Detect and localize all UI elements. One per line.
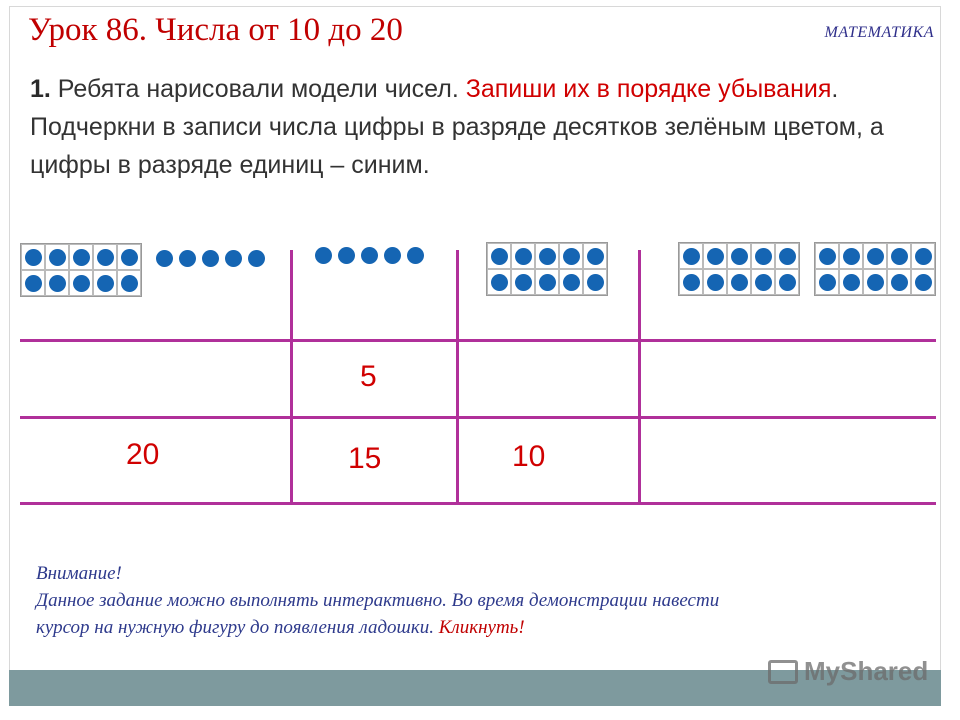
lesson-title: Урок 86. Числа от 10 до 20 (28, 12, 403, 48)
counter-dot (156, 250, 173, 267)
frame-cell (45, 244, 69, 270)
frame-cell (863, 269, 887, 295)
task-number: 1. (30, 75, 51, 103)
watermark (768, 656, 928, 687)
watermark-text: MyShared (804, 656, 929, 686)
counter-dot (843, 274, 860, 291)
note-line-1: Данное задание можно выполнять интерактивно. Во время демонстрации навести (36, 590, 720, 611)
frame-cell (703, 269, 727, 295)
counter-dot (97, 249, 114, 266)
counter-dot (779, 274, 796, 291)
frame-cell (679, 243, 703, 269)
ten-frame (678, 242, 800, 296)
frame-cell (887, 269, 911, 295)
counter-dot (49, 249, 66, 266)
counter-dot (384, 247, 401, 264)
counter-dot (707, 274, 724, 291)
counter-dot (491, 248, 508, 265)
counter-dot (563, 274, 580, 291)
counter-dot (179, 250, 196, 267)
counter-dot (819, 248, 836, 265)
counter-dot (731, 248, 748, 265)
frame-cell (727, 243, 751, 269)
frame-cell (583, 269, 607, 295)
counter-dot (755, 274, 772, 291)
frame-cell (679, 269, 703, 295)
frame-cell (487, 269, 511, 295)
counter-dot (683, 274, 700, 291)
counter-dot (515, 274, 532, 291)
frame-cell (559, 243, 583, 269)
frame-cell (815, 269, 839, 295)
frame-cell (703, 243, 727, 269)
grid-line-v2 (456, 250, 459, 504)
frame-cell (887, 243, 911, 269)
grid-line-middle (20, 416, 936, 419)
frame-cell (815, 243, 839, 269)
frame-cell (839, 269, 863, 295)
counter-dot (915, 248, 932, 265)
counter-dot (707, 248, 724, 265)
answer-15[interactable]: 15 (348, 442, 382, 475)
frame-cell (911, 243, 935, 269)
counter-dot (587, 248, 604, 265)
task-text-part1: Ребята нарисовали модели чисел. (50, 75, 466, 103)
frame-cell (863, 243, 887, 269)
counter-dot (49, 275, 66, 292)
frame-cell (117, 270, 141, 296)
frame-cell (727, 269, 751, 295)
task-text (30, 70, 930, 184)
counter-dot (515, 248, 532, 265)
note-line-2-text: курсор на нужную фигуру до появления ладошки. (36, 617, 439, 638)
frame-cell (69, 270, 93, 296)
counter-dot (225, 250, 242, 267)
attention-note (36, 560, 936, 641)
grid-line-v3 (638, 250, 641, 504)
counter-dot (755, 248, 772, 265)
counter-dot (563, 248, 580, 265)
counter-dot (891, 274, 908, 291)
frame-cell (775, 243, 799, 269)
counter-dot (891, 248, 908, 265)
counter-dot (843, 248, 860, 265)
frame-cell (535, 269, 559, 295)
counter-dot (97, 275, 114, 292)
answer-20[interactable]: 20 (126, 438, 160, 471)
frame-cell (487, 243, 511, 269)
answer-5[interactable]: 5 (360, 360, 377, 393)
subject-label: МАТЕМАТИКА (824, 24, 934, 41)
frame-cell (21, 244, 45, 270)
ten-frame (20, 243, 142, 297)
frame-cell (559, 269, 583, 295)
counter-dot (683, 248, 700, 265)
model-5-dots-a[interactable] (156, 250, 265, 267)
model-5-dots-b[interactable] (315, 247, 424, 264)
note-line-2 (36, 614, 936, 641)
counter-dot (25, 275, 42, 292)
frame-cell (93, 244, 117, 270)
frame-cell (583, 243, 607, 269)
counter-dot (867, 248, 884, 265)
counter-dot (491, 274, 508, 291)
grid-line-top (20, 339, 936, 342)
answer-10[interactable]: 10 (512, 440, 546, 473)
frame-cell (93, 270, 117, 296)
counter-dot (73, 249, 90, 266)
ten-frame (814, 242, 936, 296)
counter-dot (539, 274, 556, 291)
frame-cell (511, 243, 535, 269)
frame-cell (751, 269, 775, 295)
counter-dot (121, 275, 138, 292)
counter-dot (248, 250, 265, 267)
task-text-part2: . Подчеркни в записи числа цифры в разряде десятков зелёным цветом, а цифры в разряде единиц – синим. (30, 75, 884, 179)
frame-cell (911, 269, 935, 295)
frame-cell (69, 244, 93, 270)
frame-cell (751, 243, 775, 269)
frame-cell (511, 269, 535, 295)
counter-dot (338, 247, 355, 264)
counter-dot (121, 249, 138, 266)
frame-cell (117, 244, 141, 270)
counter-dot (539, 248, 556, 265)
frame-cell (839, 243, 863, 269)
counter-dot (867, 274, 884, 291)
counter-dot (361, 247, 378, 264)
counter-dot (315, 247, 332, 264)
counter-dot (73, 275, 90, 292)
frame-cell (775, 269, 799, 295)
note-click: Кликнуть! (438, 617, 525, 638)
counter-dot (779, 248, 796, 265)
ten-frame (486, 242, 608, 296)
counter-dot (407, 247, 424, 264)
grid-line-v1 (290, 250, 293, 504)
frame-cell (535, 243, 559, 269)
myshared-logo-icon (768, 660, 798, 684)
counter-dot (202, 250, 219, 267)
counter-dot (819, 274, 836, 291)
task-instruction-red: Запиши их в порядке убывания (465, 75, 832, 103)
counter-dot (25, 249, 42, 266)
counter-dot (587, 274, 604, 291)
counter-dot (915, 274, 932, 291)
note-title: Внимание! (36, 563, 122, 584)
counter-dot (731, 274, 748, 291)
frame-cell (45, 270, 69, 296)
frame-cell (21, 270, 45, 296)
grid-line-bottom (20, 502, 936, 505)
